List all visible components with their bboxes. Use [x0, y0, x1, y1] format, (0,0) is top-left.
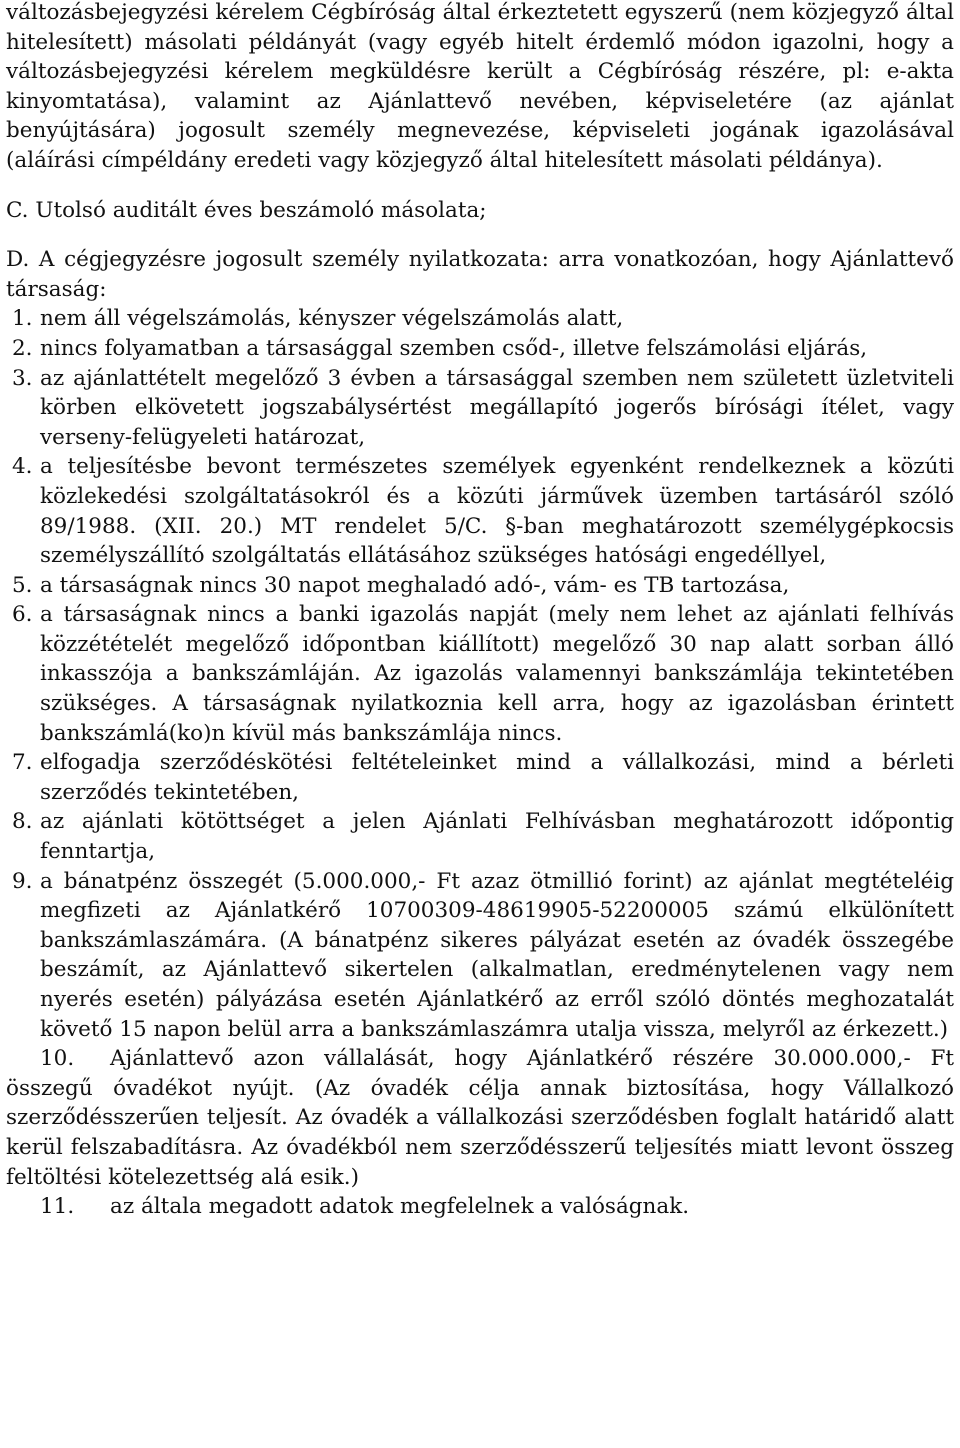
list-item [6, 867, 954, 1045]
list-item [6, 600, 954, 748]
list-item-number: 6. [12, 602, 33, 628]
list-item-number: 2. [12, 335, 33, 361]
list-item-number: 4. [12, 454, 33, 480]
list-item-text: a bánatpénz összegét (5.000.000,- Ft azaz ötmillió forint) az ajánlat megtételéig megfizeti az Ajánlatkérő 10700309-48619905-52200005 számú elkülönített bankszámlaszámára. (A bánatpénz sikeres pályázat esetén az óvadék összegébe beszámít, az Ajánlattevő sikertelen (alkalmatlan, eredménytelenen vagy nem nyerés esetén) pályázása esetén Ajánlatkérő az erről szóló döntés meghozatalát követő 15 napon belül arra a bankszámlaszámra utalja vissza, melyről az érkezett.) [40, 868, 954, 1042]
list-item-number: 5. [12, 572, 33, 598]
list-item-text: a teljesítésbe bevont természetes személyek egyenként rendelkeznek a közúti közlekedési szolgáltatásokról és a közúti járművek üzemben tartásáról szóló 89/1988. (XII. 20.) MT rendelet 5/C. §-ban meghatározott személygépkocsis személyszállító szolgáltatás ellátásához szükséges hatósági engedéllyel, [40, 454, 954, 569]
list-item-number: 1. [12, 306, 33, 332]
list-item-text: a társaságnak nincs 30 napot meghaladó adó-, vám- es TB tartozása, [40, 572, 790, 598]
list-item [6, 1192, 954, 1222]
list-item-text: elfogadja szerződéskötési feltételeinket mind a vállalkozási, mind a bérleti szerződés tekintetében, [40, 750, 954, 805]
list-item [6, 571, 954, 601]
list-item-text: nem áll végelszámolás, kényszer végelszámolás alatt, [40, 306, 624, 332]
list-item-text: Ajánlattevő azon vállalását, hogy Ajánlatkérő részére 30.000.000,- Ft összegű óvadékot nyújt. (Az óvadék célja annak biztosítása, hogy Vállalkozó szerződésszerűen teljesít. Az óvadék a vállalkozási szerződésben foglalt határidő alatt kerül felszabadításra. Az óvadékból nem szerződésszerű teljesítés miatt levont összeg feltöltési kötelezettség alá esik.) [6, 1046, 954, 1190]
list-item-number: 11. [40, 1194, 75, 1220]
section-c: C. Utolsó auditált éves beszámoló másolata; [6, 197, 487, 223]
section-d: D. A cégjegyzésre jogosult személy nyilatkozata: arra vonatkozóan, hogy Ajánlattevő társaság: [6, 247, 954, 302]
list-item [6, 1044, 954, 1192]
list-item-text: az általa megadott adatok megfelelnek a valóságnak. [110, 1194, 690, 1220]
list-item-text: nincs folyamatban a társasággal szemben csőd-, illetve felszámolási eljárás, [40, 335, 868, 361]
declaration-list [6, 304, 954, 1221]
list-item [6, 748, 954, 807]
list-item-number: 9. [12, 868, 33, 894]
list-item-text: az ajánlattételt megelőző 3 évben a társasággal szemben nem született üzletviteli körben elkövetett jogszabálysértést megállapító jogerős bírósági ítélet, vagy verseny-felügyeleti határozat, [40, 365, 954, 450]
list-item-text: a társaságnak nincs a banki igazolás napját (mely nem lehet az ajánlati felhívás közzétételét megelőző időpontban kiállított) megelőző 30 nap alatt sorban álló inkasszója a bankszámláján. Az igazolás valamennyi bankszámlája tekintetében szükséges. A társaságnak nyilatkoznia kell arra, hogy az igazolásban érintett bankszámlá(ko)n kívül más bankszámlája nincs. [40, 602, 954, 746]
list-item-number: 7. [12, 750, 33, 776]
list-item [6, 364, 954, 453]
list-item-text: az ajánlati kötöttséget a jelen Ajánlati Felhívásban meghatározott időpontig fenntartja, [40, 809, 954, 865]
intro-paragraph: változásbejegyzési kérelem Cégbíróság által érkeztetett egyszerű (nem közjegyző által hitelesített) másolati példányát (vagy egyéb hitelt érdemlő módon igazolni, hogy a változásbejegyzési kérelem megküldésre került a Cégbíróság részére, pl: e-akta kinyomtatása), valamint az Ajánlattevő nevében, képviseletére (az ajánlat benyújtására) jogosult személy megnevezése, képviseleti jogának igazolásával (aláírási címpéldány eredeti vagy közjegyző által hitelesített másolati példánya). [6, 0, 954, 173]
list-item [6, 334, 954, 364]
list-item [6, 452, 954, 570]
list-item-number: 8. [12, 809, 33, 835]
list-item [6, 807, 954, 866]
list-item [6, 304, 954, 334]
list-item-number: 3. [12, 365, 33, 391]
list-item-number: 10. [40, 1046, 75, 1072]
